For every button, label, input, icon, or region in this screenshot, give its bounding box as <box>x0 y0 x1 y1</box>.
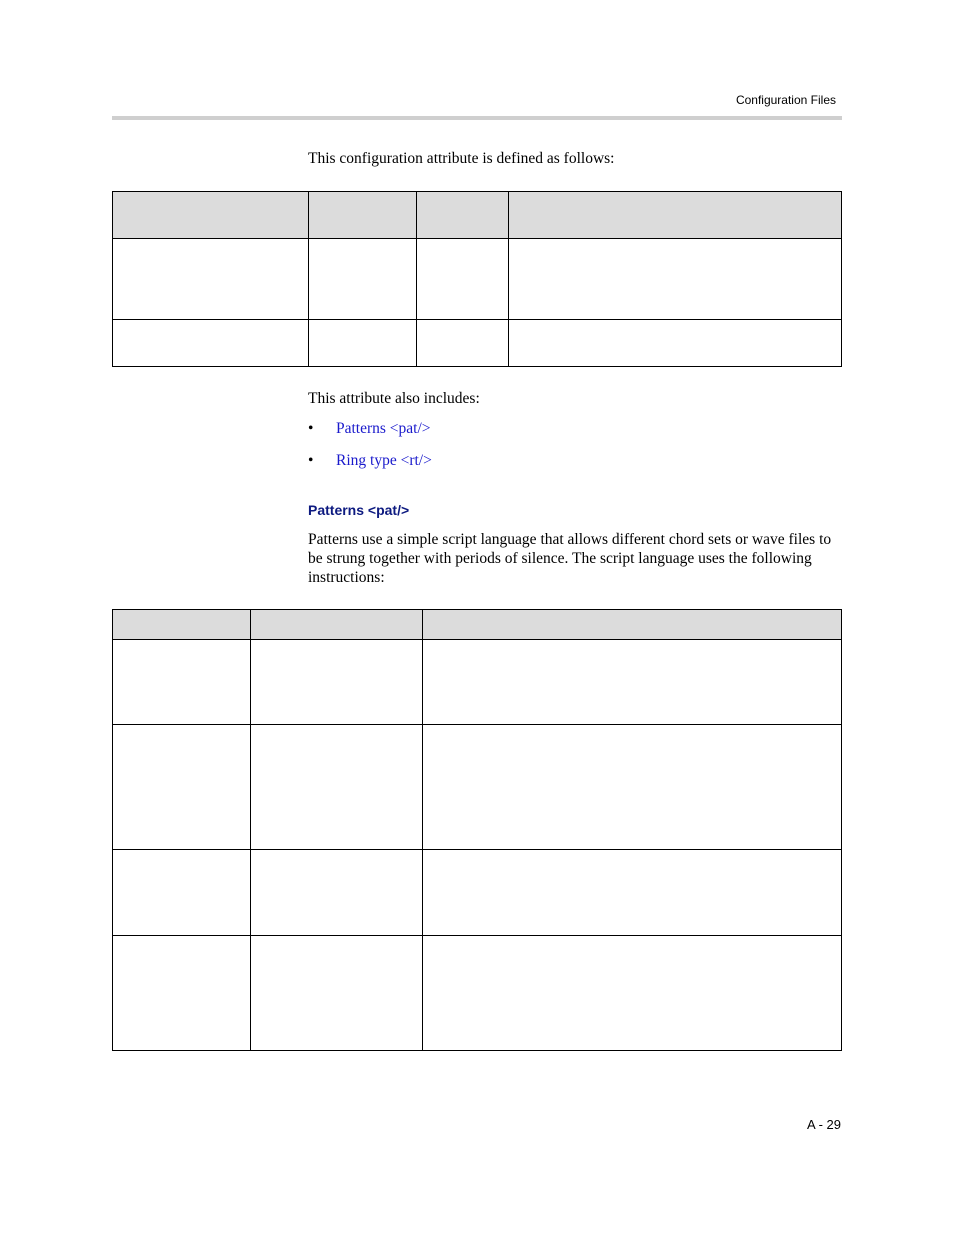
table-row <box>113 725 842 850</box>
table-cell <box>251 936 423 1051</box>
table-header-cell <box>113 192 309 239</box>
bullet-icon: • <box>308 452 314 469</box>
table-cell <box>309 239 417 320</box>
script-instructions-table <box>112 609 842 1051</box>
list-item <box>308 451 432 483</box>
includes-text: This attribute also includes: <box>308 390 480 407</box>
table-cell <box>509 320 842 367</box>
table-cell <box>113 850 251 936</box>
table-header-row <box>113 192 842 239</box>
table-header-row <box>113 610 842 640</box>
table-header-cell <box>423 610 842 640</box>
table-cell <box>113 239 309 320</box>
table-cell <box>113 640 251 725</box>
table-header-cell <box>509 192 842 239</box>
table-header-cell <box>309 192 417 239</box>
table-cell <box>251 850 423 936</box>
table-cell <box>423 640 842 725</box>
section-paragraph: Patterns use a simple script language that allows different chord sets or wave files to be strung together with periods of silence. The script language uses the following instructions: <box>308 531 832 586</box>
table-cell <box>251 725 423 850</box>
table-cell <box>423 936 842 1051</box>
table-cell <box>417 320 509 367</box>
attribute-definition-table <box>112 191 842 367</box>
table-cell <box>251 640 423 725</box>
table-row <box>113 320 842 367</box>
page-number: A - 29 <box>807 1117 841 1132</box>
table-row <box>113 936 842 1051</box>
table-header-cell <box>417 192 509 239</box>
patterns-link[interactable]: Patterns <pat/> <box>336 420 431 437</box>
intro-text: This configuration attribute is defined as follows: <box>308 150 615 167</box>
table-header-cell <box>113 610 251 640</box>
table-header-cell <box>251 610 423 640</box>
table-cell <box>309 320 417 367</box>
table-cell <box>423 850 842 936</box>
table-cell <box>113 725 251 850</box>
table-cell <box>113 320 309 367</box>
ring-type-link[interactable]: Ring type <rt/> <box>336 452 432 469</box>
section-heading: Patterns <pat/> <box>308 502 410 518</box>
table-row <box>113 239 842 320</box>
list-item <box>308 419 432 451</box>
table-cell <box>417 239 509 320</box>
includes-list <box>308 419 432 483</box>
bullet-icon: • <box>308 420 314 437</box>
table-cell <box>113 936 251 1051</box>
table-row <box>113 640 842 725</box>
table-cell <box>509 239 842 320</box>
running-header-title: Configuration Files <box>735 93 836 107</box>
table-row <box>113 850 842 936</box>
header-divider <box>112 116 842 120</box>
table-cell <box>423 725 842 850</box>
